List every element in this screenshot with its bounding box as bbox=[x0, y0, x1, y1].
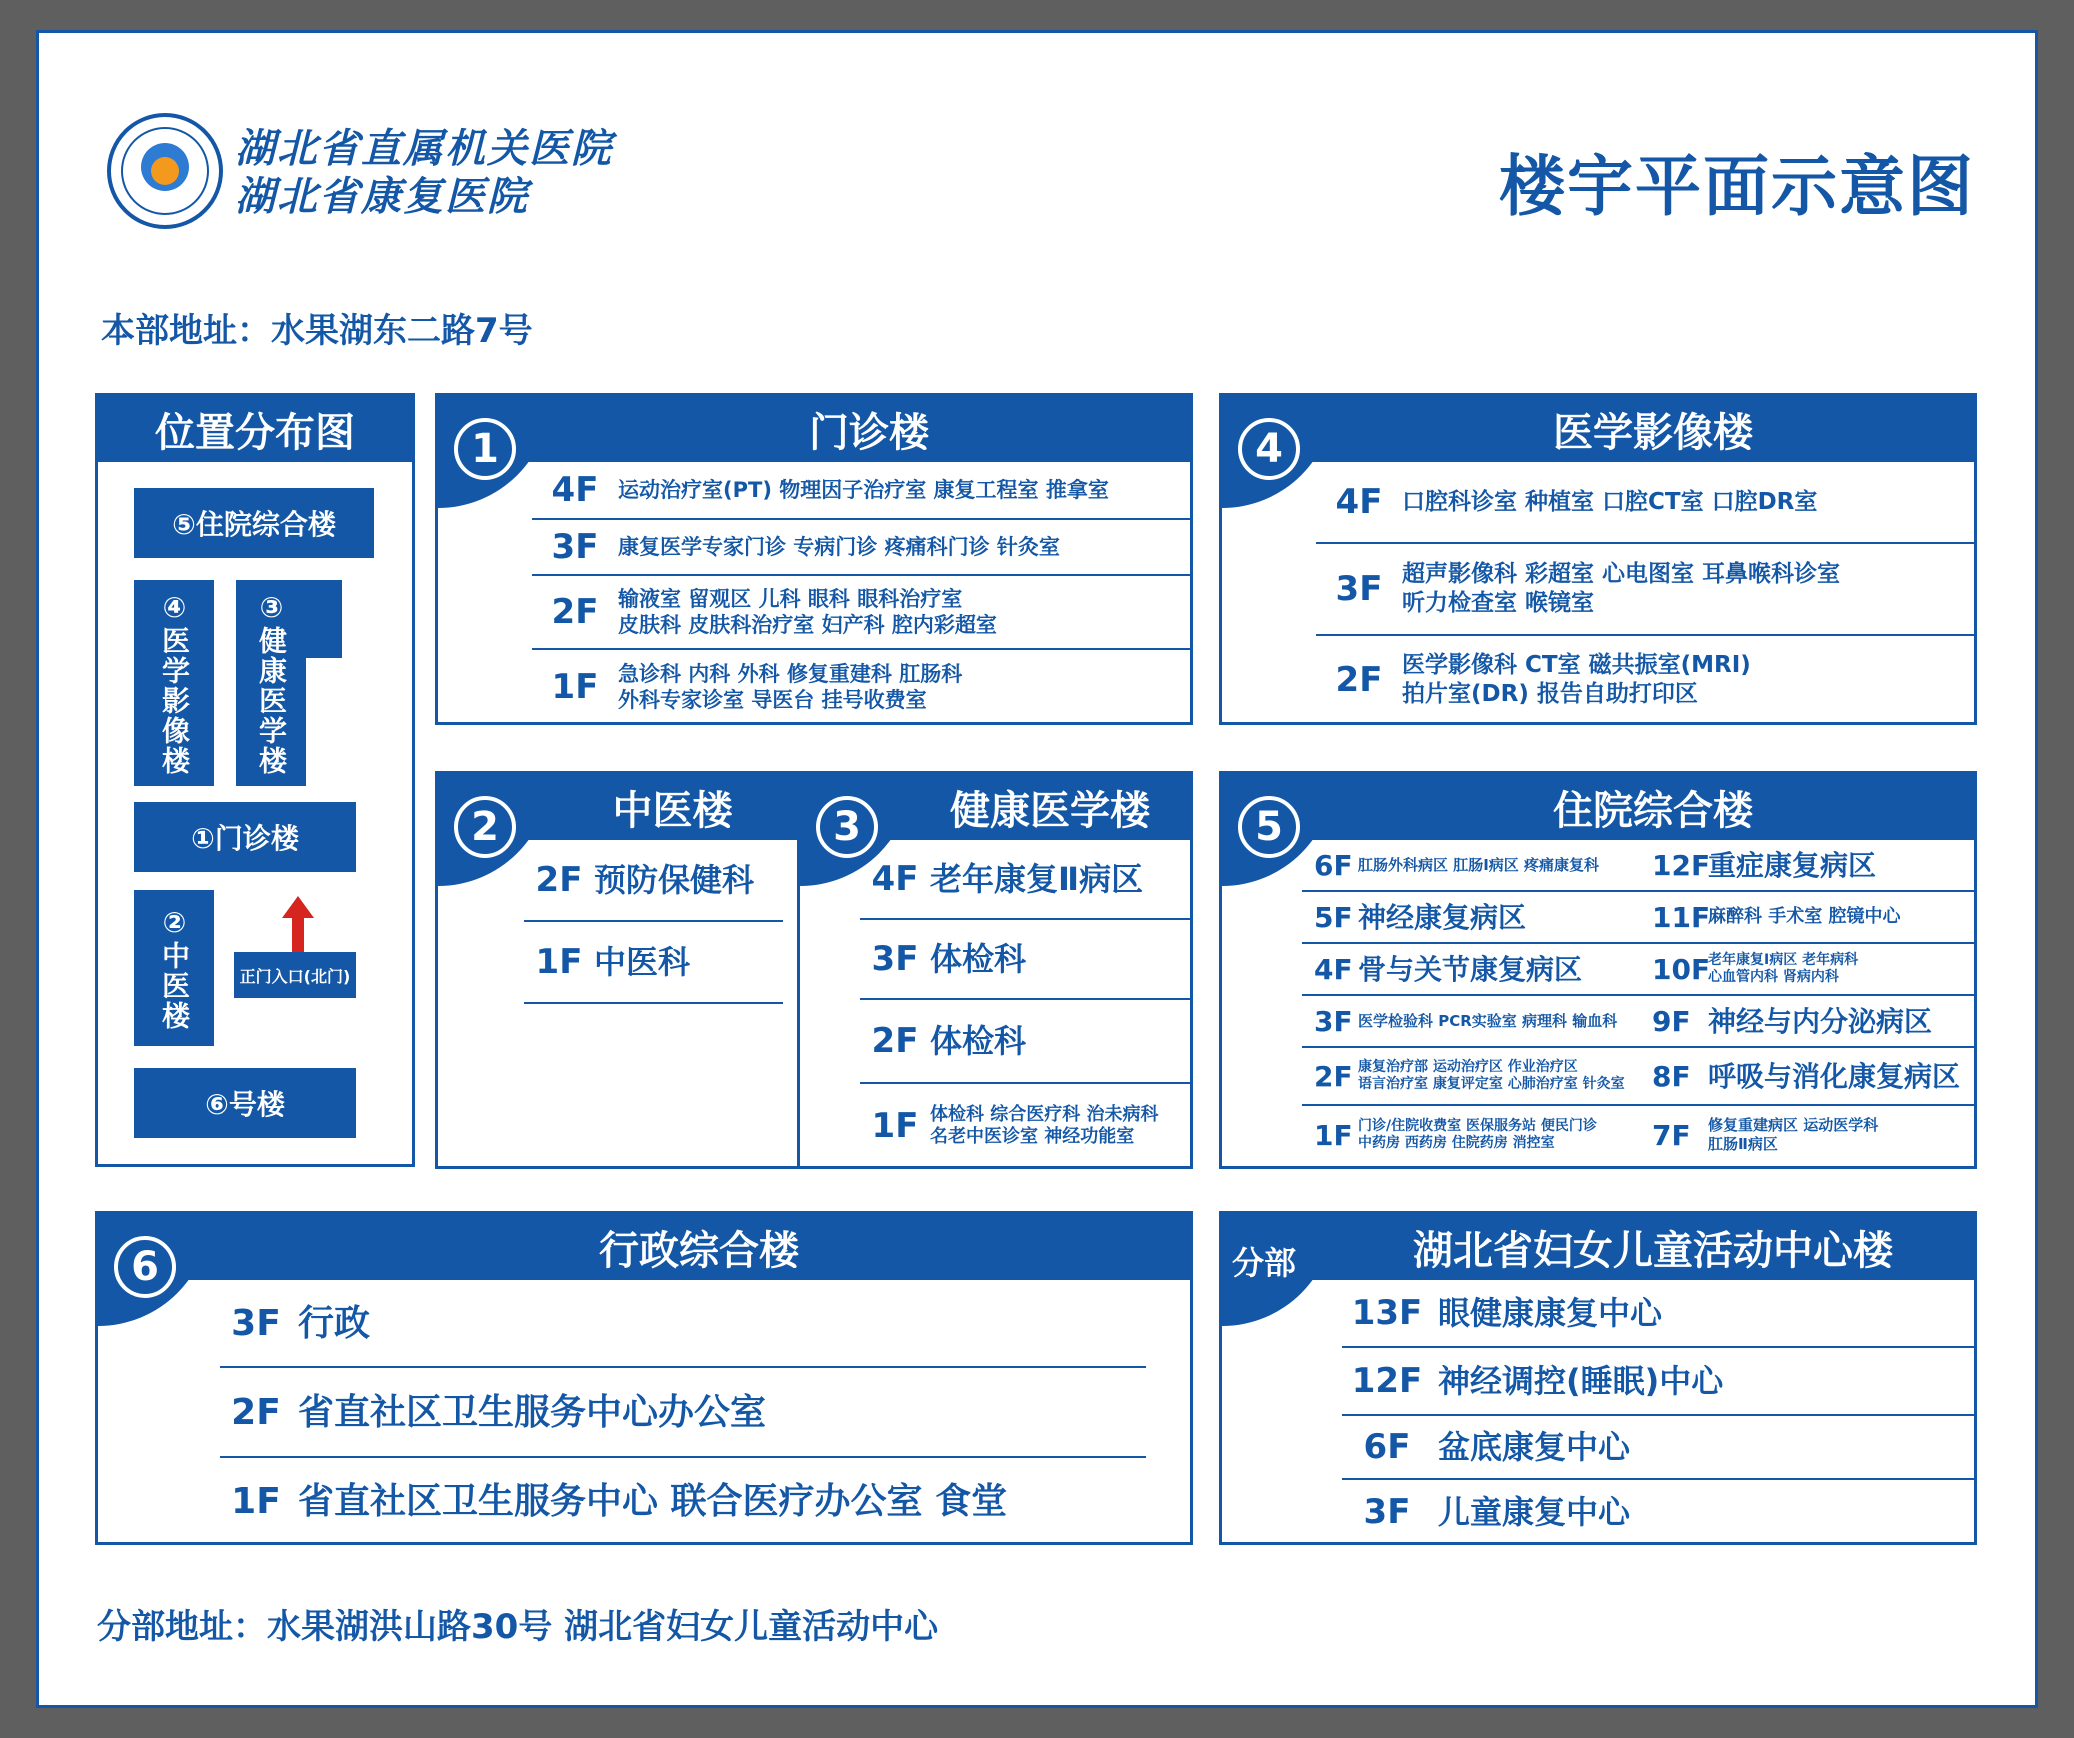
building-number: 4 bbox=[1238, 418, 1300, 480]
building-title: 中医楼 bbox=[438, 774, 797, 840]
floor-row: 2F 康复治疗部 运动治疗区 作业治疗区 语言治疗室 康复评定室 心肺治疗室 针灸室 bbox=[1302, 1048, 1640, 1106]
building-number: 2 bbox=[454, 796, 516, 858]
location-map bbox=[95, 393, 415, 1167]
entrance-label: 正门入口(北门) bbox=[234, 952, 356, 998]
floor-row: 8F 呼吸与消化康复病区 bbox=[1640, 1048, 1974, 1106]
building-title: 住院综合楼 bbox=[1222, 774, 1974, 840]
building-outpatient bbox=[435, 393, 1193, 725]
floor-row: 12F 重症康复病区 bbox=[1640, 840, 1974, 892]
floor-row: 6F 盆底康复中心 bbox=[1342, 1416, 1974, 1480]
map-building-3: ③健康医学楼 bbox=[236, 580, 306, 786]
building-admin bbox=[95, 1211, 1193, 1545]
floor-row: 3F 超声影像科 彩超室 心电图室 耳鼻喉科诊室 听力检查室 喉镜室 bbox=[1316, 544, 1974, 636]
floor-row: 10F 老年康复Ⅰ病区 老年病科 心血管内科 肾病内科 bbox=[1640, 944, 1974, 996]
map-building-2: ②中医楼 bbox=[134, 890, 214, 1046]
floor-row: 1F 中医科 bbox=[524, 922, 783, 1004]
floor-row: 9F 神经与内分泌病区 bbox=[1640, 996, 1974, 1048]
building-title: 健康医学楼 bbox=[800, 774, 1190, 840]
floor-row: 4F 骨与关节康复病区 bbox=[1302, 944, 1640, 996]
floor-row: 3F 儿童康复中心 bbox=[1363, 1492, 1631, 1532]
floor-row: 2F 体检科 bbox=[860, 1000, 1190, 1084]
floor-row: 3F 行政 bbox=[220, 1280, 1146, 1368]
map-title: 位置分布图 bbox=[98, 396, 412, 462]
entrance-arrow-icon bbox=[282, 896, 314, 952]
branch-label: 分部 bbox=[1232, 1244, 1297, 1282]
floor-row: 1F 急诊科 内科 外科 修复重建科 肛肠科 外科专家诊室 导医台 挂号收费室 bbox=[551, 661, 963, 712]
floor-row: 4F 老年康复Ⅱ病区 bbox=[860, 840, 1190, 920]
building-title: 湖北省妇女儿童活动中心楼 bbox=[1222, 1214, 1974, 1280]
main-address: 本部地址：水果湖东二路7号 bbox=[101, 311, 533, 351]
building-tcm bbox=[435, 771, 797, 1169]
floor-row: 1F 体检科 综合医疗科 治未病科 名老中医诊室 神经功能室 bbox=[871, 1103, 1159, 1147]
hospital-name-1: 湖北省直属机关医院 bbox=[235, 125, 613, 172]
floor-row: 4F 口腔科诊室 种植室 口腔CT室 口腔DR室 bbox=[1316, 462, 1974, 544]
branch-address: 分部地址：水果湖洪山路30号 湖北省妇女儿童活动中心 bbox=[97, 1607, 939, 1647]
floor-row: 3F 体检科 bbox=[860, 920, 1190, 1000]
floor-row: 1F 省直社区卫生服务中心 联合医疗办公室 食堂 bbox=[231, 1480, 1008, 1522]
floor-row: 2F 输液室 留观区 儿科 眼科 眼科治疗室 皮肤科 皮肤科治疗室 妇产科 腔内彩超室 bbox=[532, 576, 1190, 650]
floor-plan-sign bbox=[36, 30, 2038, 1708]
map-building-1: ①门诊楼 bbox=[134, 802, 356, 872]
floor-row: 2F 预防保健科 bbox=[524, 840, 783, 922]
building-number: 1 bbox=[454, 418, 516, 480]
building-title: 门诊楼 bbox=[438, 396, 1190, 462]
floor-row: 11F 麻醉科 手术室 腔镜中心 bbox=[1640, 892, 1974, 944]
floor-row: 6F 肛肠外科病区 肛肠Ⅰ病区 疼痛康复科 bbox=[1302, 840, 1640, 892]
floor-row: 4F 运动治疗室(PT) 物理因子治疗室 康复工程室 推拿室 bbox=[532, 462, 1190, 520]
page-title: 楼宇平面示意图 bbox=[1499, 148, 1975, 225]
floor-row: 3F 康复医学专家门诊 专病门诊 疼痛科门诊 针灸室 bbox=[532, 520, 1190, 576]
floor-row: 2F 省直社区卫生服务中心办公室 bbox=[220, 1368, 1146, 1458]
floor-row: 13F 眼健康康复中心 bbox=[1342, 1280, 1974, 1348]
floor-row: 12F 神经调控(睡眠)中心 bbox=[1342, 1348, 1974, 1416]
map-building-3-wing bbox=[306, 580, 342, 658]
hospital-logo-icon bbox=[107, 113, 223, 229]
floor-row: 2F 医学影像科 CT室 磁共振室(MRI) 拍片室(DR) 报告自助打印区 bbox=[1335, 652, 1751, 707]
floor-row: 1F 门诊/住院收费室 医保服务站 便民门诊 中药房 西药房 住院药房 消控室 bbox=[1314, 1117, 1597, 1152]
building-imaging bbox=[1219, 393, 1977, 725]
building-inpatient bbox=[1219, 771, 1977, 1169]
building-number: 3 bbox=[816, 796, 878, 858]
building-title: 行政综合楼 bbox=[98, 1214, 1190, 1280]
building-number: 6 bbox=[114, 1236, 176, 1298]
floor-row: 3F 医学检验科 PCR实验室 病理科 输血科 bbox=[1302, 996, 1640, 1048]
building-branch bbox=[1219, 1211, 1977, 1545]
map-building-6: ⑥号楼 bbox=[134, 1068, 356, 1138]
building-title: 医学影像楼 bbox=[1222, 396, 1974, 462]
hospital-name-2: 湖北省康复医院 bbox=[235, 173, 529, 220]
building-health bbox=[797, 771, 1193, 1169]
map-building-5: ⑤住院综合楼 bbox=[134, 488, 374, 558]
inpatient-left-column bbox=[1302, 840, 1640, 1168]
map-building-4: ④医学影像楼 bbox=[134, 580, 214, 786]
floor-row: 5F 神经康复病区 bbox=[1302, 892, 1640, 944]
building-number: 5 bbox=[1238, 796, 1300, 858]
inpatient-right-column bbox=[1640, 840, 1974, 1168]
floor-row: 7F 修复重建病区 运动医学科 肛肠Ⅱ病区 bbox=[1652, 1116, 1879, 1153]
